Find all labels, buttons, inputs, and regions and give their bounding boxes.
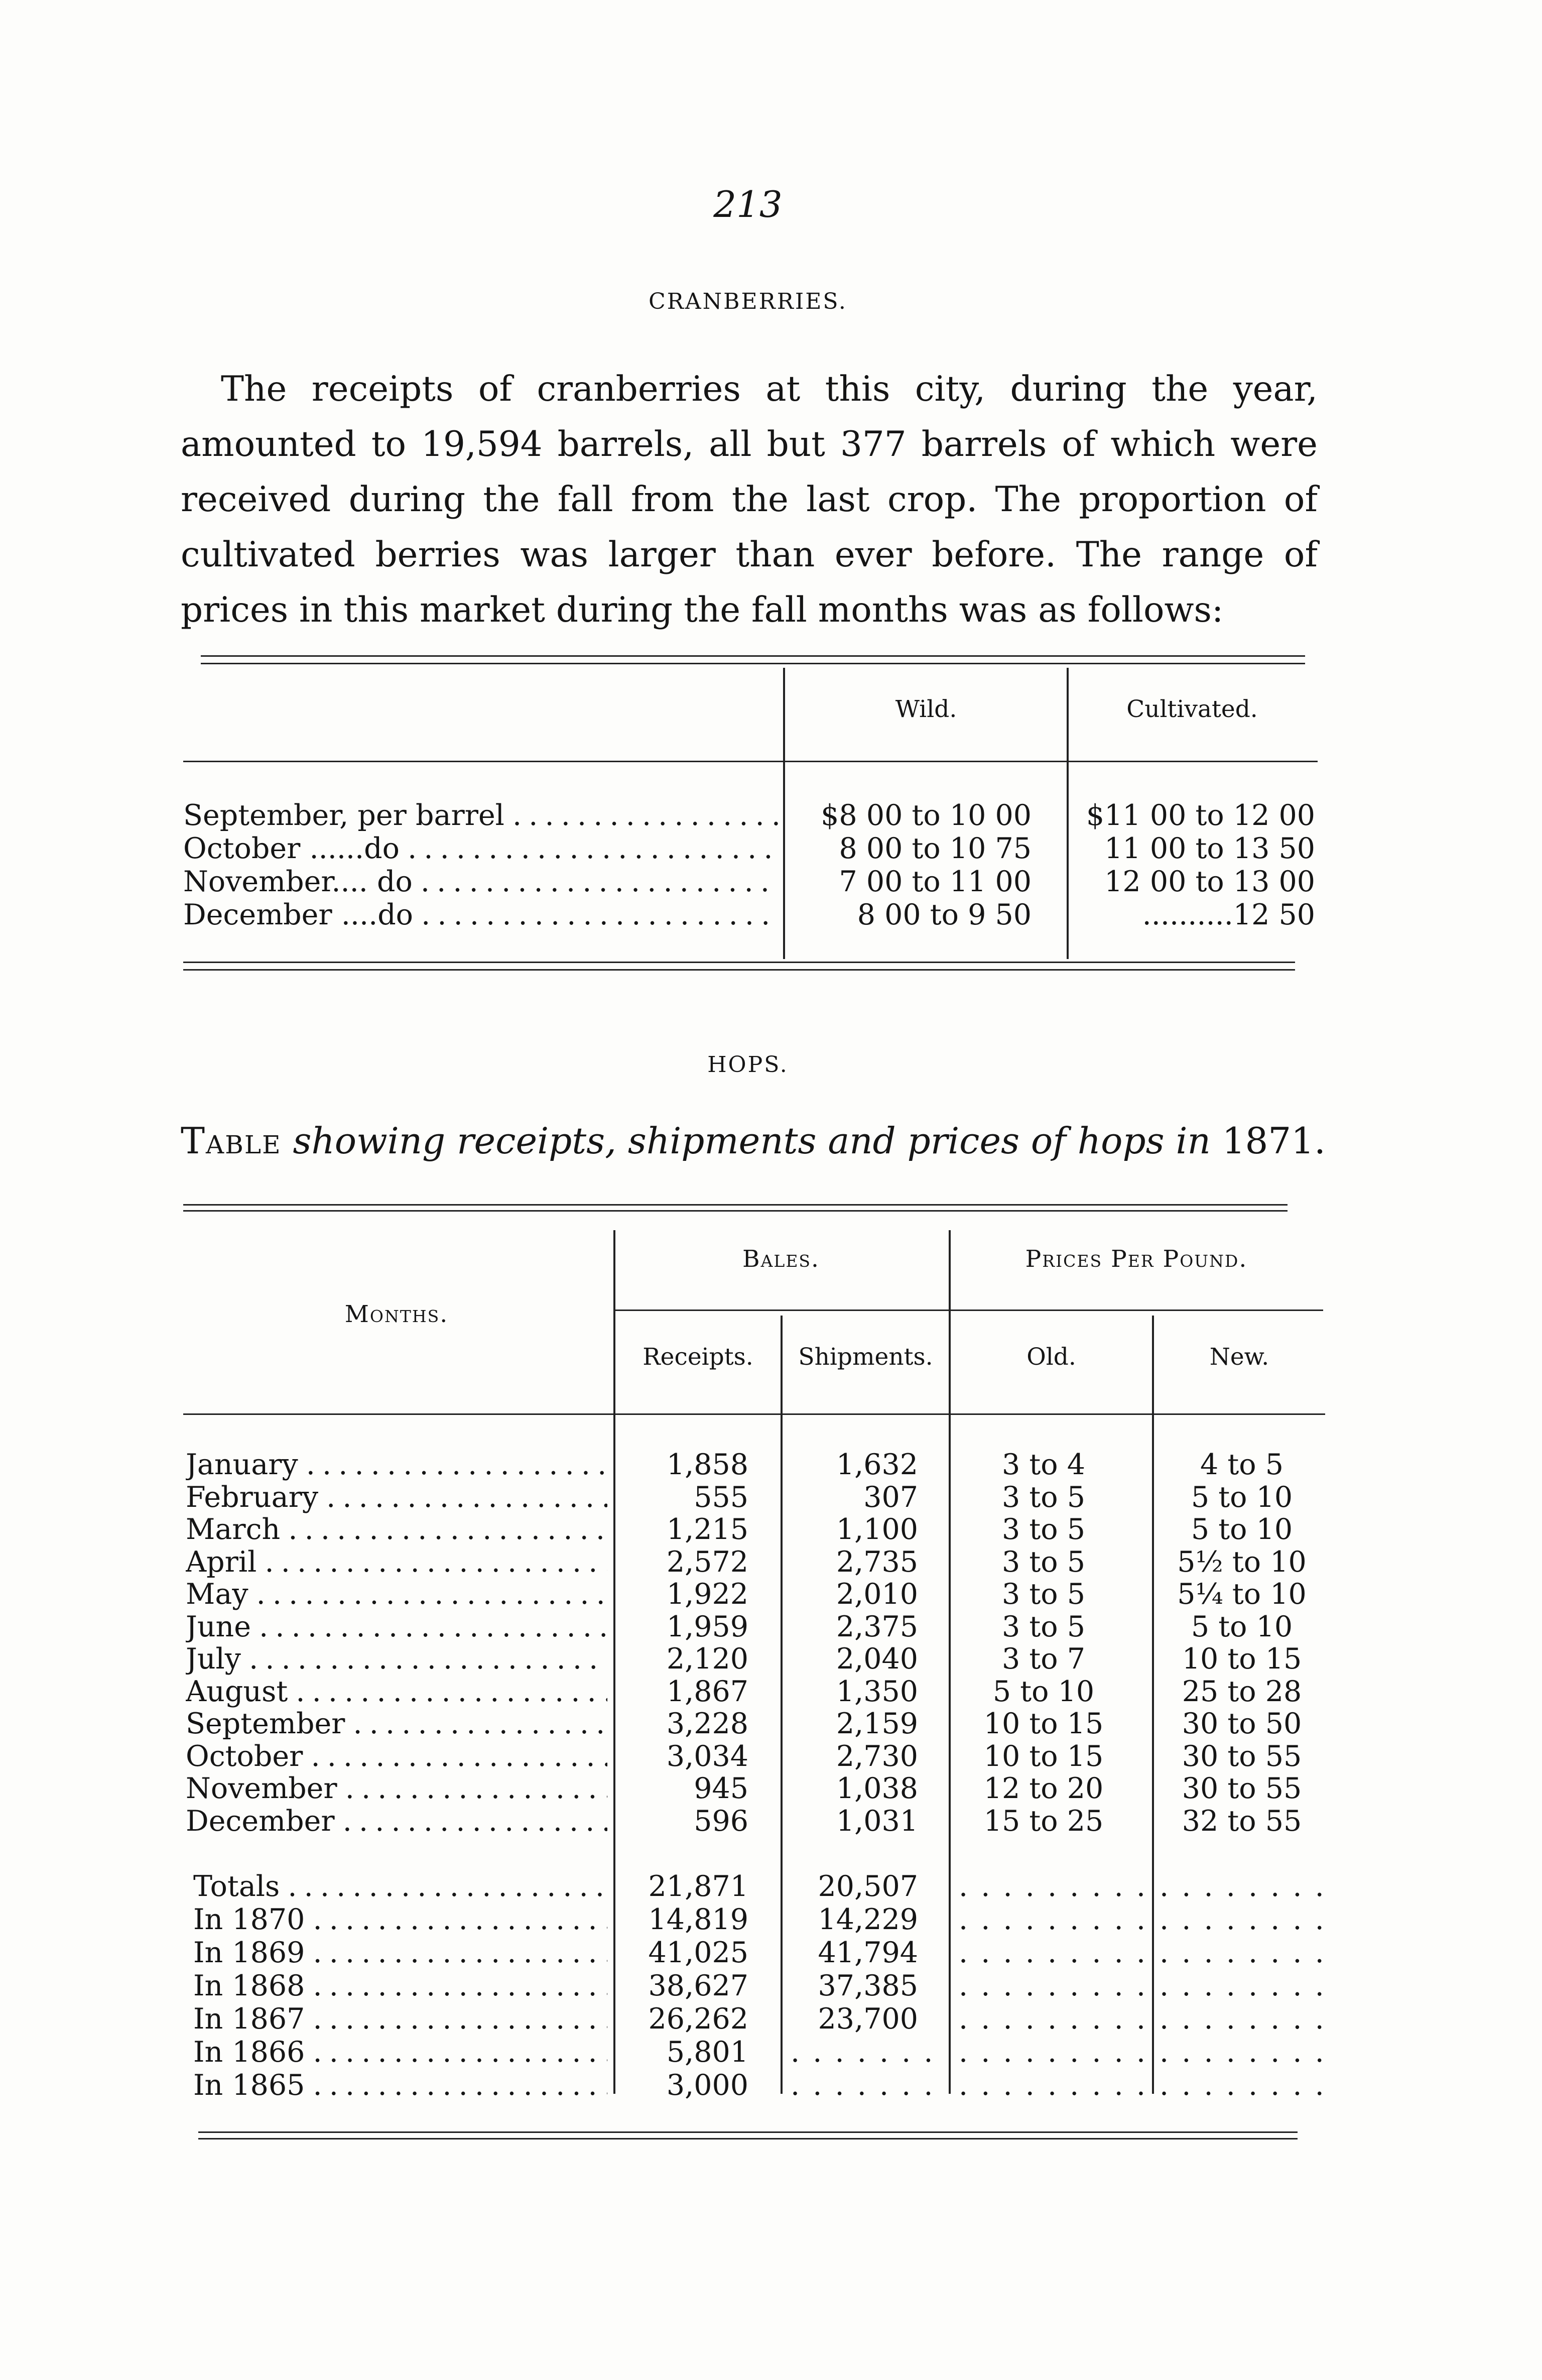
new-price: 5 to 10 (1191, 1480, 1293, 1514)
new-header: New. (1209, 1343, 1269, 1371)
shipments-value: 23,700 (818, 2002, 918, 2036)
old-price: 3 to 5 (1002, 1545, 1085, 1579)
shipments-value: 2,735 (836, 1545, 918, 1579)
wild-price: 7 00 to 11 00 (839, 865, 1032, 898)
cranberries-title: CRANBERRIES. (649, 289, 847, 314)
receipts-value: 41,025 (648, 1936, 748, 1969)
old-price: 10 to 15 (983, 1707, 1104, 1740)
table-bottom-rule (198, 2131, 1298, 2133)
old-price: 3 to 5 (1002, 1578, 1085, 1611)
receipts-value: 596 (694, 1804, 748, 1838)
hops-title: HOPS. (707, 1052, 789, 1078)
leader-dots (1160, 1970, 1325, 2002)
leader-dots (959, 1870, 1149, 1903)
old-price: 3 to 5 (1002, 1480, 1085, 1514)
caption-italic: showing receipts, shipments and prices of hops in (293, 1120, 1211, 1162)
receipts-value: 1,959 (666, 1610, 748, 1643)
new-price: 25 to 28 (1182, 1675, 1302, 1708)
old-price: 15 to 25 (983, 1804, 1104, 1838)
table-top-rule-2 (201, 663, 1305, 664)
month-label: March . . . (186, 1513, 607, 1546)
new-price: 30 to 50 (1182, 1707, 1302, 1740)
receipts-value: 14,819 (648, 1903, 748, 1936)
table-top-rule (183, 1204, 1288, 1206)
leader-dots (1160, 1937, 1325, 1969)
month-label: August . . . (186, 1676, 607, 1708)
cultivated-price: $11 00 to 12 00 (1086, 799, 1315, 832)
receipts-value: 3,000 (666, 2069, 748, 2102)
table-bottom-rule (183, 962, 1295, 963)
receipts-value: 2,120 (666, 1642, 748, 1676)
shipments-value: 20,507 (818, 1870, 918, 1903)
shipments-value: 2,040 (836, 1642, 918, 1676)
caption-year: 1871. (1222, 1120, 1326, 1162)
old-header: Old. (1026, 1343, 1076, 1371)
receipts-value: 3,034 (666, 1739, 748, 1773)
new-price: 5¼ to 10 (1177, 1578, 1307, 1611)
table-bottom-rule-2 (198, 2138, 1298, 2139)
table-top-rule-2 (183, 1210, 1288, 1212)
column-divider (1067, 668, 1069, 959)
shipments-value: 14,229 (818, 1903, 918, 1936)
leader-dots (791, 2069, 944, 2102)
old-price: 3 to 7 (1002, 1642, 1085, 1676)
row-label: September, per barrel . . . (183, 799, 778, 832)
shipments-value: 2,730 (836, 1739, 918, 1773)
new-price: 30 to 55 (1182, 1739, 1302, 1773)
cultivated-price: 12 00 to 13 00 (1104, 865, 1315, 898)
new-price: 5½ to 10 (1177, 1545, 1307, 1579)
shipments-value: 2,010 (836, 1578, 918, 1611)
month-label: October . . . (186, 1740, 607, 1773)
totals-label: In 1870 . . . (193, 1903, 607, 1936)
month-label: February . . . (186, 1481, 607, 1514)
shipments-value: 1,038 (836, 1772, 918, 1805)
column-divider (783, 668, 785, 959)
new-price: 5 to 10 (1191, 1513, 1293, 1546)
receipts-header: Receipts. (642, 1343, 753, 1371)
shipments-value: 1,031 (836, 1804, 918, 1838)
month-label: January . . . (186, 1449, 607, 1481)
month-label: November . . . (186, 1772, 607, 1805)
totals-label: In 1867 . . . (193, 2003, 607, 2036)
new-price: 30 to 55 (1182, 1772, 1302, 1805)
totals-label: In 1866 . . . (193, 2036, 607, 2069)
shipments-value: 41,794 (818, 1936, 918, 1969)
leader-dots (959, 1970, 1149, 2002)
wild-price: 8 00 to 9 50 (857, 898, 1032, 931)
row-label: October ......do . . . (183, 832, 778, 865)
leader-dots (1160, 1903, 1325, 1936)
shipments-value: 37,385 (818, 1969, 918, 2002)
receipts-value: 3,228 (666, 1707, 748, 1740)
month-label: December . . . (186, 1805, 607, 1838)
page-number: 213 (713, 183, 783, 225)
receipts-value: 945 (694, 1772, 748, 1805)
table-top-rule (201, 655, 1305, 657)
old-price: 3 to 5 (1002, 1513, 1085, 1546)
totals-label: In 1869 . . . (193, 1937, 607, 1969)
month-label: July . . . (186, 1643, 607, 1676)
receipts-value: 38,627 (648, 1969, 748, 2002)
cultivated-price: ..........12 50 (1142, 898, 1315, 931)
prices-header: Prices Per Pound. (1025, 1245, 1248, 1273)
leader-dots (1160, 2069, 1325, 2102)
totals-label: Totals . . . (193, 1870, 607, 1903)
shipments-value: 1,632 (836, 1448, 918, 1481)
row-label: December ....do . . . (183, 899, 778, 931)
wild-header: Wild. (895, 695, 957, 723)
table-bottom-rule-2 (183, 969, 1295, 971)
header-rule (183, 1413, 1325, 1415)
caption-lead: Table (181, 1120, 282, 1162)
month-label: April . . . (186, 1546, 607, 1579)
month-label: June . . . (186, 1611, 607, 1643)
wild-price: $8 00 to 10 00 (821, 799, 1032, 832)
leader-dots (1160, 2036, 1325, 2069)
leader-dots (959, 1937, 1149, 1969)
receipts-value: 1,922 (666, 1578, 748, 1611)
old-price: 3 to 4 (1002, 1448, 1085, 1481)
receipts-value: 26,262 (648, 2002, 748, 2036)
new-price: 32 to 55 (1182, 1804, 1302, 1838)
totals-label: In 1868 . . . (193, 1970, 607, 2002)
receipts-value: 1,215 (666, 1513, 748, 1546)
new-price: 10 to 15 (1182, 1642, 1302, 1676)
row-label: November.... do . . . (183, 866, 778, 898)
shipments-value: 2,159 (836, 1707, 918, 1740)
header-rule (183, 761, 1318, 762)
month-label: September . . . (186, 1708, 607, 1740)
cultivated-price: 11 00 to 13 50 (1104, 832, 1315, 865)
receipts-value: 21,871 (648, 1870, 748, 1903)
old-price: 12 to 20 (983, 1772, 1104, 1805)
new-price: 4 to 5 (1200, 1448, 1283, 1481)
receipts-value: 5,801 (666, 2036, 748, 2069)
old-price: 3 to 5 (1002, 1610, 1085, 1643)
cranberries-paragraph: The receipts of cranberries at this city, during the year, amounted to 19,594 barrels, all but 377 barrels of which were received during the fall from the last crop. The proportion of cultivated berries was larger than ever before. The range of prices in this market during the fall months was as follows: (181, 369, 1318, 630)
month-label: May . . . (186, 1578, 607, 1611)
shipments-value: 1,350 (836, 1675, 918, 1708)
new-price: 5 to 10 (1191, 1610, 1293, 1643)
receipts-value: 555 (694, 1480, 748, 1514)
old-price: 5 to 10 (992, 1675, 1095, 1708)
receipts-value: 1,867 (666, 1675, 748, 1708)
shipments-value: 1,100 (836, 1513, 918, 1546)
leader-dots (959, 2003, 1149, 2036)
leader-dots (1160, 2003, 1325, 2036)
old-price: 10 to 15 (983, 1739, 1104, 1773)
shipments-value: 307 (863, 1480, 918, 1514)
leader-dots (1160, 1870, 1325, 1903)
leader-dots (959, 2036, 1149, 2069)
leader-dots (791, 2036, 944, 2069)
cultivated-header: Cultivated. (1126, 695, 1258, 723)
leader-dots (959, 1903, 1149, 1936)
header-subrule (615, 1310, 1323, 1311)
receipts-value: 2,572 (666, 1545, 748, 1579)
receipts-value: 1,858 (666, 1448, 748, 1481)
hops-caption (181, 1120, 1335, 1162)
wild-price: 8 00 to 10 75 (839, 832, 1032, 865)
months-header: Months. (344, 1300, 449, 1328)
bales-header: Bales. (742, 1245, 820, 1273)
leader-dots (959, 2069, 1149, 2102)
shipments-value: 2,375 (836, 1610, 918, 1643)
shipments-header: Shipments. (798, 1343, 933, 1371)
totals-label: In 1865 . . . (193, 2069, 607, 2102)
